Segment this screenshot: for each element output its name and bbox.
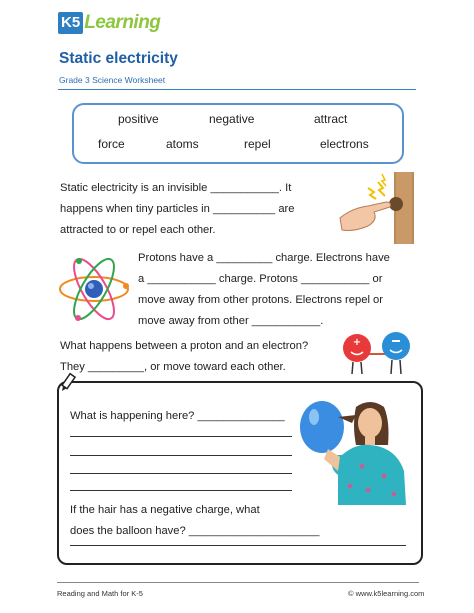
paragraph-line: Static electricity is an invisible ___________. It bbox=[60, 182, 292, 194]
proton-leg bbox=[352, 362, 353, 374]
answer-line bbox=[70, 490, 292, 491]
paragraph-line: move away from other protons. Electrons repel or bbox=[138, 294, 383, 306]
word-bank-item: attract bbox=[314, 112, 348, 126]
spark-icon bbox=[382, 174, 386, 186]
word-bank-item: electrons bbox=[320, 137, 369, 151]
footer-copyright-link[interactable]: © www.k5learning.com bbox=[348, 589, 425, 598]
star-pattern-icon: ★ bbox=[380, 472, 389, 482]
balloon bbox=[300, 401, 344, 453]
footer-tagline: Reading and Math for K-5 bbox=[57, 589, 143, 598]
word-bank-item: negative bbox=[209, 112, 255, 126]
answer-line bbox=[70, 436, 292, 437]
plus-icon: + bbox=[352, 337, 362, 348]
balloon-highlight bbox=[309, 409, 319, 425]
star-pattern-icon: ★ bbox=[358, 462, 367, 472]
pencil-icon bbox=[58, 372, 80, 394]
logo-wordmark: Learning bbox=[84, 12, 161, 33]
question-line: does the balloon have? _____________________ bbox=[70, 525, 320, 537]
word-bank-item: force bbox=[98, 137, 125, 151]
electron bbox=[75, 315, 81, 321]
paragraph-line: What happens between a proton and an electron? bbox=[60, 340, 309, 352]
word-bank-item: repel bbox=[244, 137, 271, 151]
question-hair-charge bbox=[70, 500, 319, 542]
girl-with-balloon-illustration bbox=[298, 397, 410, 505]
answer-line bbox=[70, 455, 292, 456]
spark-icon bbox=[368, 188, 376, 199]
word-bank-item: positive bbox=[118, 112, 159, 126]
proton-leg bbox=[361, 362, 362, 374]
answer-line bbox=[70, 545, 406, 546]
proton-electron-characters bbox=[340, 328, 414, 378]
atom-illustration bbox=[55, 250, 133, 328]
paragraph-proton-electron-question bbox=[60, 336, 308, 378]
k5-logo bbox=[58, 10, 160, 36]
page-title: Static electricity bbox=[59, 50, 178, 67]
answer-line bbox=[70, 473, 292, 474]
footer-divider bbox=[57, 582, 419, 583]
star-pattern-icon: ★ bbox=[346, 482, 355, 492]
paragraph-line: They _________, or move toward each other. bbox=[60, 361, 286, 373]
electron-leg bbox=[391, 360, 392, 374]
doorknob bbox=[389, 197, 403, 211]
electron-leg bbox=[400, 360, 401, 374]
question-what-is-happening: What is happening here? ______________ bbox=[70, 410, 285, 422]
paragraph-line: move away from other ___________. bbox=[138, 315, 324, 327]
hand-icon bbox=[340, 202, 391, 231]
electron bbox=[76, 258, 82, 264]
paragraph-line: happens when tiny particles in __________ are bbox=[60, 203, 295, 215]
electron bbox=[123, 283, 129, 289]
nucleus bbox=[85, 280, 103, 298]
paragraph-static-electricity bbox=[60, 178, 294, 241]
nucleus-highlight bbox=[88, 283, 94, 289]
neck bbox=[365, 437, 375, 445]
question-line: If the hair has a negative charge, what bbox=[70, 504, 260, 516]
star-pattern-icon: ★ bbox=[364, 486, 373, 496]
paragraph-line: Protons have a _________ charge. Electrons have bbox=[138, 252, 390, 264]
header-divider bbox=[58, 89, 416, 90]
face bbox=[358, 408, 382, 438]
logo-k5-mark: K5 bbox=[58, 12, 83, 34]
paragraph-line: attracted to or repel each other. bbox=[60, 224, 216, 236]
doorknob-spark-illustration bbox=[338, 172, 414, 244]
word-bank-item: atoms bbox=[166, 137, 199, 151]
star-pattern-icon: ★ bbox=[390, 490, 399, 500]
electron-character bbox=[382, 332, 410, 360]
paragraph-protons-electrons bbox=[138, 248, 390, 332]
paragraph-line: a ___________ charge. Protons ___________ or bbox=[138, 273, 383, 285]
page-subtitle: Grade 3 Science Worksheet bbox=[59, 75, 166, 85]
